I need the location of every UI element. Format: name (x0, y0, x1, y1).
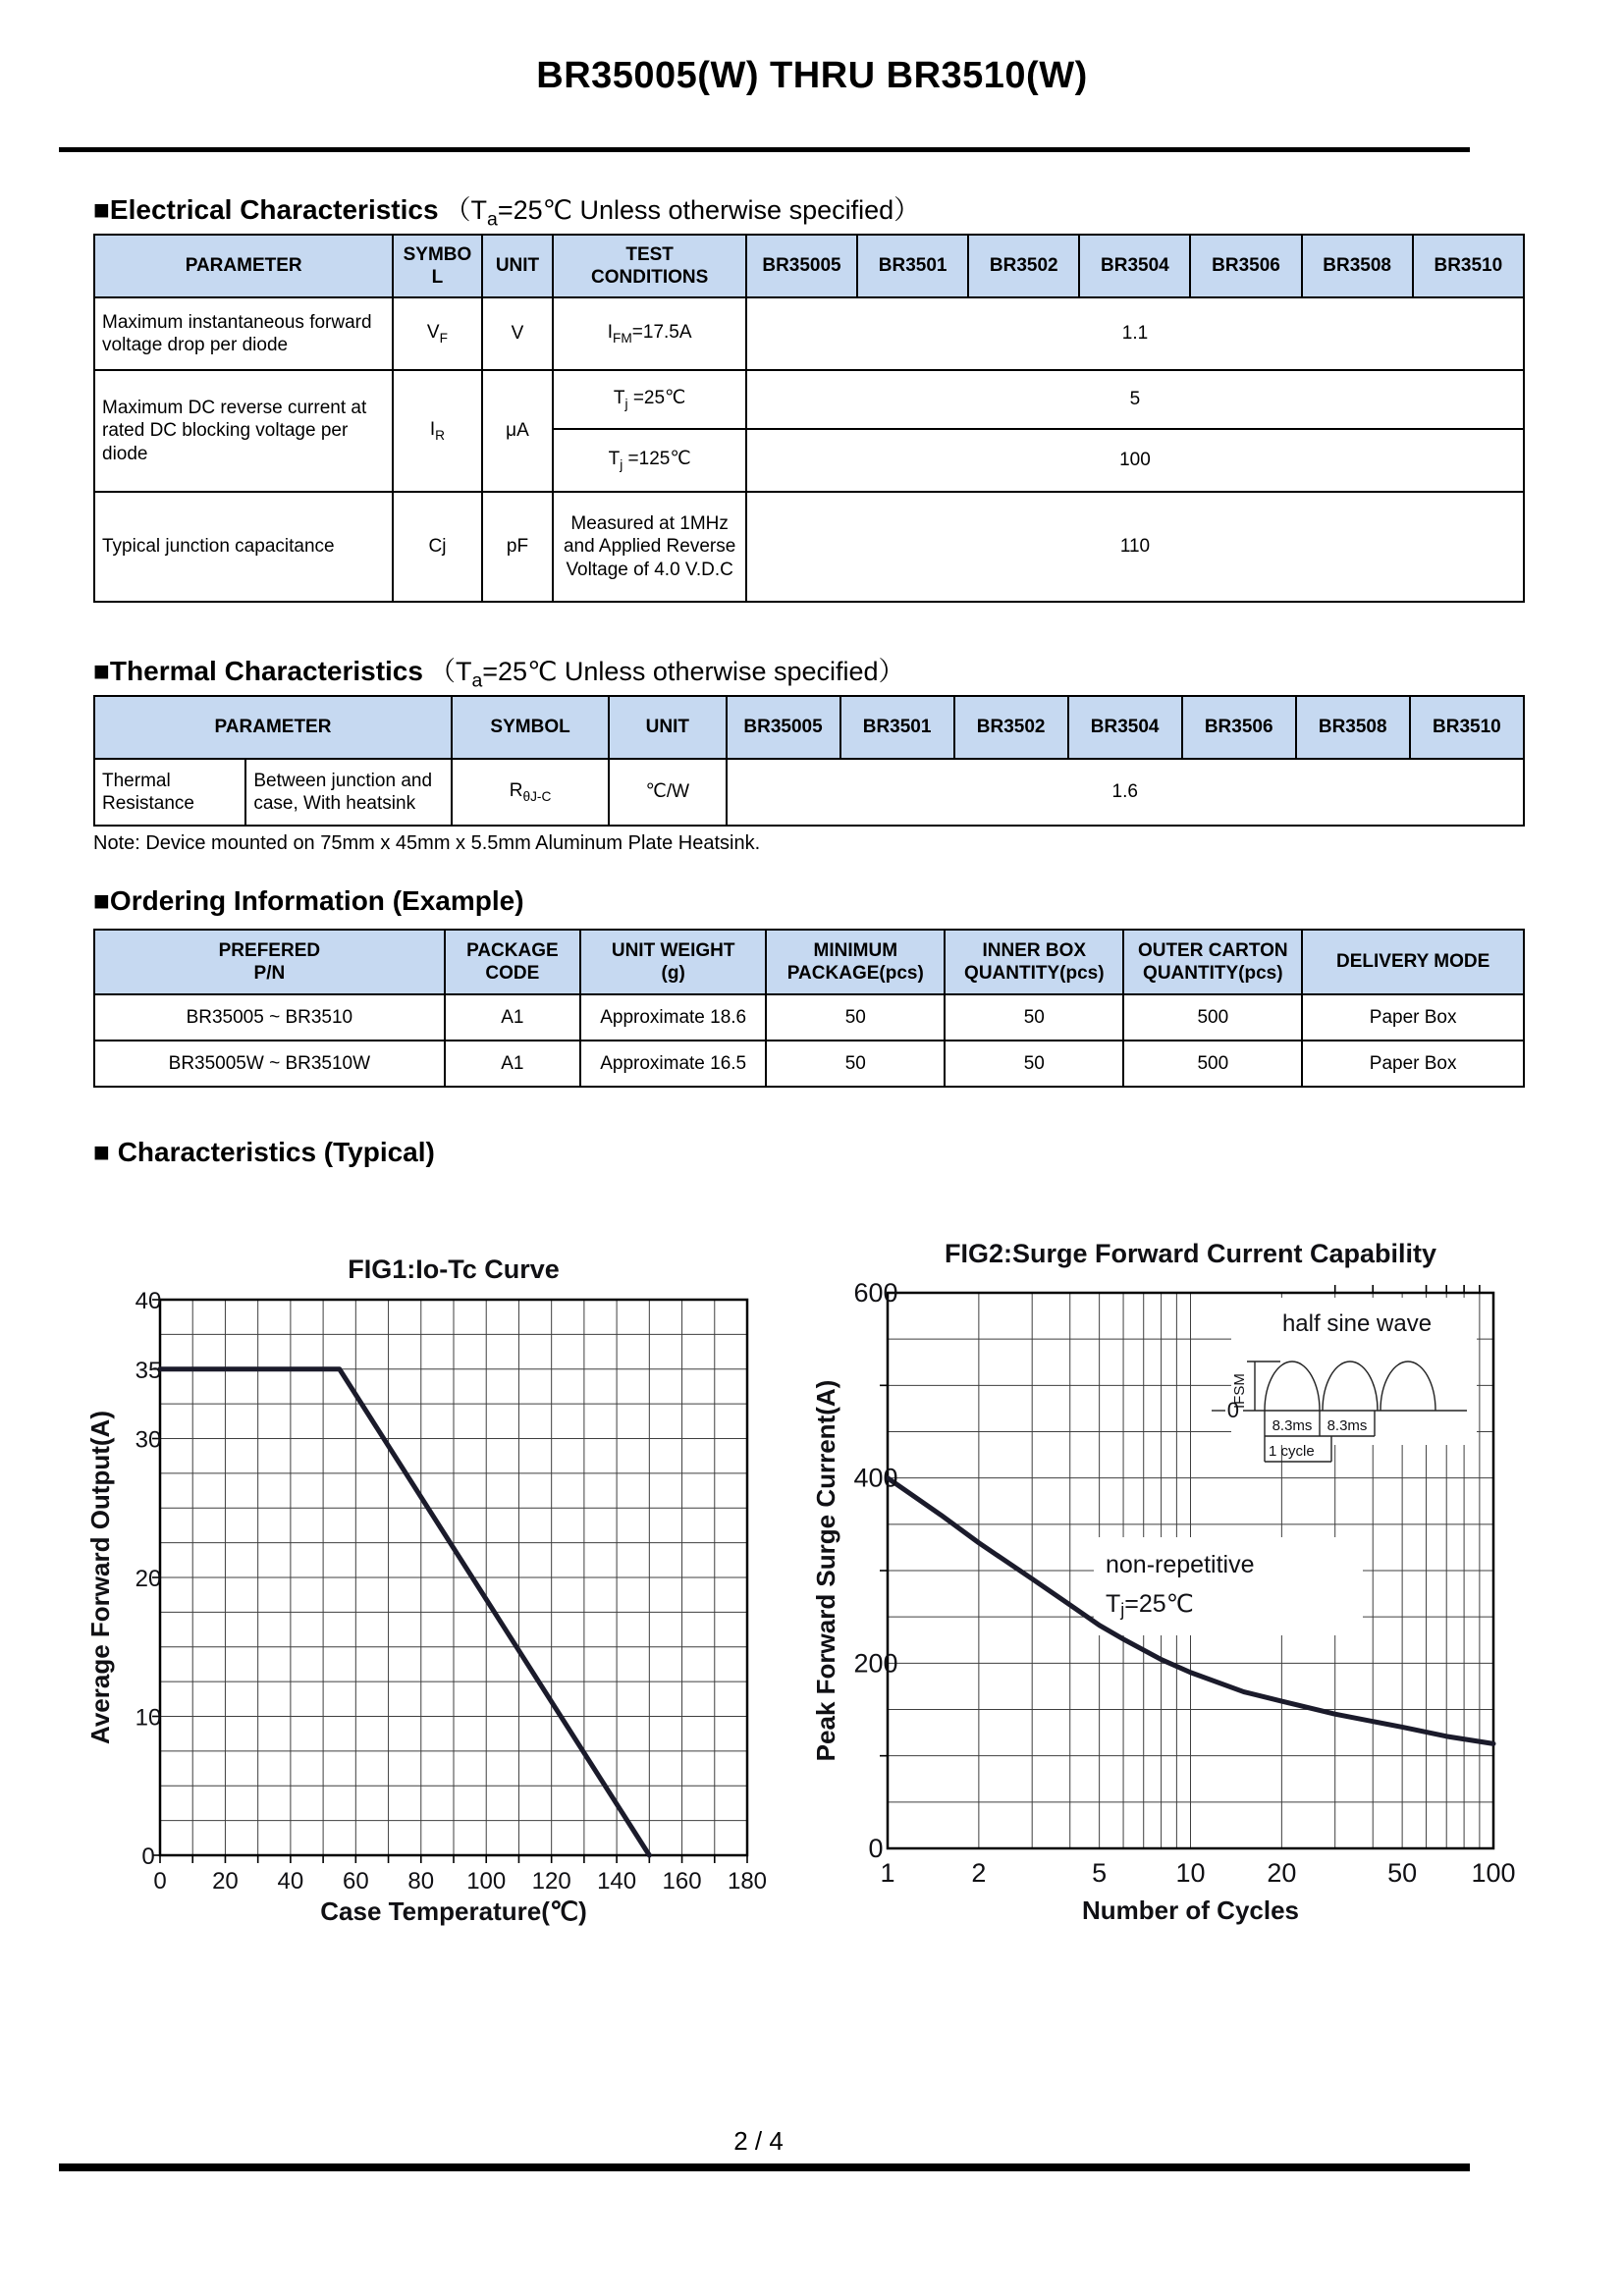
header-cell: TEST CONDITIONS (553, 235, 746, 297)
section-heading-thermal (93, 650, 905, 692)
cell: 100 (746, 429, 1524, 492)
section-title: ■Electrical Characteristics (93, 194, 439, 225)
table-row (94, 994, 1524, 1041)
svg-text:140: 140 (597, 1868, 637, 1895)
header-cell: BR3506 (1190, 235, 1301, 297)
cell: $I_{FM}=17.5A$ (553, 297, 746, 370)
svg-text:Case Temperature(℃): Case Temperature(℃) (320, 1896, 587, 1926)
header-cell: DELIVERY MODE (1302, 930, 1524, 994)
header-cell: UNIT WEIGHT (g) (580, 930, 766, 994)
cell: 500 (1123, 994, 1302, 1041)
cell: Approximate 18.6 (580, 994, 766, 1041)
page-title: BR35005(W) THRU BR3510(W) (536, 55, 1088, 96)
cell: $T_j$ =125℃ (553, 429, 746, 492)
header-cell: BR3504 (1079, 235, 1190, 297)
data-table (93, 234, 1525, 603)
svg-text:0: 0 (153, 1868, 167, 1895)
header-cell: BR3508 (1302, 235, 1413, 297)
table-row (94, 492, 1524, 602)
cell: Maximum instantaneous forward voltage drop per diode (94, 297, 393, 370)
section-heading-ordering (93, 885, 524, 917)
cell: Approximate 16.5 (580, 1041, 766, 1087)
title-rule (59, 147, 1470, 152)
cell: pF (482, 492, 554, 602)
svg-text:non-repetitive: non-repetitive (1106, 1551, 1255, 1578)
table-row (94, 370, 1524, 429)
svg-text:200: 200 (853, 1648, 898, 1679)
svg-text:80: 80 (407, 1868, 435, 1895)
svg-text:20: 20 (1267, 1858, 1297, 1888)
electrical-characteristics-table (93, 234, 1525, 603)
header-cell: PARAMETER (94, 696, 452, 759)
cell: BR35005 ~ BR3510 (94, 994, 445, 1041)
data-table (93, 695, 1525, 827)
ordering-information-table (93, 929, 1525, 1088)
svg-text:50: 50 (1387, 1858, 1418, 1888)
cell: Between junction and case, With heatsink (245, 759, 452, 826)
svg-text:40: 40 (277, 1868, 304, 1895)
cell: $V_F$ (393, 297, 481, 370)
header-cell: SYMBOL (452, 696, 609, 759)
svg-text:35: 35 (135, 1357, 162, 1384)
svg-text:0: 0 (868, 1834, 884, 1863)
section-heading-typical (93, 1137, 435, 1168)
header-cell: BR3502 (954, 696, 1068, 759)
section-condition: （$T_a=25℃$ Unless otherwise specified） (428, 657, 905, 692)
annotation (1094, 1537, 1363, 1635)
svg-text:10: 10 (1175, 1858, 1206, 1888)
table-row (94, 297, 1524, 370)
cell: A1 (445, 994, 580, 1041)
svg-text:400: 400 (853, 1463, 898, 1493)
table-row (94, 696, 1524, 759)
section-title: ■ Characteristics (Typical) (93, 1137, 435, 1167)
cell: $I_R$ (393, 370, 481, 492)
svg-text:600: 600 (853, 1278, 898, 1308)
svg-text:FIG2:Surge Forward Current Cap: FIG2:Surge Forward Current Capability (944, 1239, 1437, 1268)
header-cell: BR3501 (857, 235, 968, 297)
section-heading-electrical (93, 188, 920, 231)
header-cell: SYMBOL (393, 235, 481, 297)
svg-text:180: 180 (727, 1868, 768, 1895)
svg-text:1: 1 (880, 1858, 895, 1888)
header-cell: BR3510 (1410, 696, 1524, 759)
svg-text:Peak Forward Surge Current(A): Peak Forward Surge Current(A) (811, 1379, 840, 1762)
header-cell: BR35005 (727, 696, 840, 759)
header-cell: BR3508 (1296, 696, 1410, 759)
page-number: 2 / 4 (733, 2126, 784, 2156)
cell: $T_j$ =25℃ (553, 370, 746, 429)
heatsink-note: Note: Device mounted on 75mm x 45mm x 5.5mm Aluminum Plate Heatsink. (93, 832, 761, 854)
cell: Measured at 1MHz and Applied Reverse Voltage of 4.0 V.D.C (553, 492, 746, 602)
cell: Paper Box (1302, 994, 1524, 1041)
cell: 5 (746, 370, 1524, 429)
footer-rule (59, 2163, 1470, 2171)
cell: 1.6 (727, 759, 1524, 826)
svg-text:IFSM: IFSM (1231, 1373, 1248, 1409)
fig1-io-tc-chart (83, 1239, 771, 1952)
svg-text:FIG1:Io-Tc Curve: FIG1:Io-Tc Curve (348, 1255, 560, 1284)
header-cell: PARAMETER (94, 235, 393, 297)
header-cell: UNIT (482, 235, 554, 297)
svg-text:Number of Cycles: Number of Cycles (1081, 1896, 1300, 1925)
header-cell: INNER BOX QUANTITY(pcs) (945, 930, 1123, 994)
section-title: ■Thermal Characteristics (93, 656, 423, 686)
axis-ticks (152, 1300, 747, 1863)
table-row (94, 930, 1524, 994)
svg-text:40: 40 (135, 1288, 162, 1314)
svg-text:100: 100 (466, 1868, 507, 1895)
cell: 50 (945, 1041, 1123, 1087)
header-cell: BR3506 (1182, 696, 1296, 759)
data-table (93, 929, 1525, 1088)
cell: 1.1 (746, 297, 1524, 370)
svg-text:half sine wave: half sine wave (1281, 1310, 1433, 1337)
cell: $R_{\theta J-C}$ (452, 759, 609, 826)
table-row (94, 235, 1524, 297)
section-title: ■Ordering Information (Example) (93, 885, 524, 916)
fig2-surge-current-chart (811, 1227, 1533, 1960)
header-cell: PREFERED P/N (94, 930, 445, 994)
svg-text:Average Forward Output(A): Average Forward Output(A) (85, 1411, 115, 1744)
svg-text:60: 60 (342, 1868, 369, 1895)
svg-text:10: 10 (135, 1704, 162, 1732)
svg-text:30: 30 (135, 1426, 162, 1454)
svg-text:8.3ms: 8.3ms (1272, 1417, 1313, 1434)
svg-text:5: 5 (1092, 1858, 1108, 1888)
half-sine-wave-inset (1212, 1298, 1477, 1462)
svg-text:20: 20 (135, 1566, 162, 1592)
header-cell: BR3504 (1068, 696, 1182, 759)
svg-text:8.3ms: 8.3ms (1326, 1417, 1368, 1434)
svg-text:2: 2 (971, 1858, 987, 1888)
cell: A1 (445, 1041, 580, 1087)
svg-text:0: 0 (1226, 1398, 1239, 1422)
cell: 50 (766, 1041, 945, 1087)
section-condition: （$T_a=25℃$ Unless otherwise specified） (444, 195, 921, 231)
cell: 50 (766, 994, 945, 1041)
cell: 50 (945, 994, 1123, 1041)
cell: V (482, 297, 554, 370)
cell: Cj (393, 492, 481, 602)
svg-text:20: 20 (212, 1868, 239, 1895)
header-cell: OUTER CARTON QUANTITY(pcs) (1123, 930, 1302, 994)
cell: Paper Box (1302, 1041, 1524, 1087)
chart-svg (83, 1239, 771, 1948)
header-cell: UNIT (609, 696, 726, 759)
grid-lines (160, 1300, 747, 1855)
cell: 500 (1123, 1041, 1302, 1087)
cell: μA (482, 370, 554, 492)
svg-text:160: 160 (662, 1868, 702, 1895)
header-cell: BR3501 (840, 696, 954, 759)
table-row (94, 759, 1524, 826)
thermal-characteristics-table (93, 695, 1525, 827)
cell: Maximum DC reverse current at rated DC blocking voltage per diode (94, 370, 393, 492)
cell: 110 (746, 492, 1524, 602)
cell: Typical junction capacitance (94, 492, 393, 602)
cell: BR35005W ~ BR3510W (94, 1041, 445, 1087)
header-cell: BR3510 (1413, 235, 1524, 297)
svg-text:0: 0 (141, 1843, 155, 1870)
header-cell: MINIMUM PACKAGE(pcs) (766, 930, 945, 994)
header-cell: BR3502 (968, 235, 1079, 297)
cell: Thermal Resistance (94, 759, 245, 826)
header-cell: BR35005 (746, 235, 857, 297)
cell: ℃/W (609, 759, 726, 826)
svg-text:120: 120 (531, 1868, 571, 1895)
chart-svg (811, 1227, 1533, 1955)
svg-text:1 cycle: 1 cycle (1269, 1443, 1315, 1460)
svg-text:100: 100 (1471, 1858, 1516, 1888)
table-row (94, 1041, 1524, 1087)
header-cell: PACKAGE CODE (445, 930, 580, 994)
svg-text:Tj=25℃: Tj=25℃ (1106, 1590, 1194, 1620)
